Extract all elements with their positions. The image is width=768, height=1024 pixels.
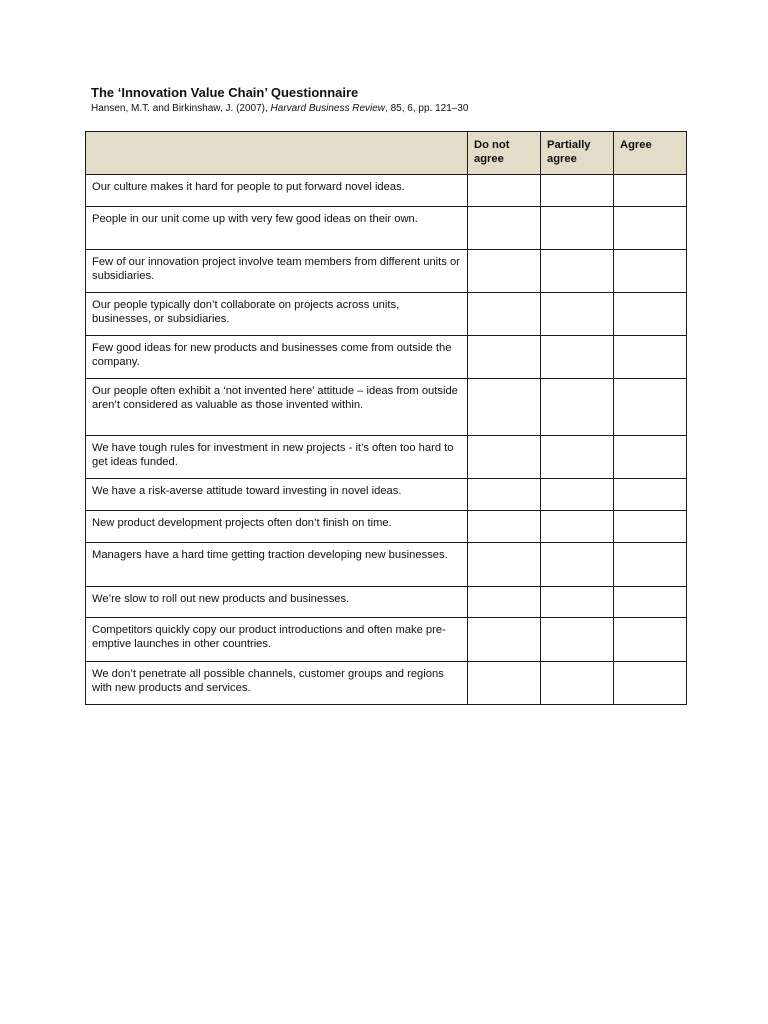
- answer-cell-agree[interactable]: [614, 587, 687, 618]
- answer-cell-partially-agree[interactable]: [541, 511, 614, 543]
- answer-cell-agree[interactable]: [614, 511, 687, 543]
- statement-cell: New product development projects often don’t finish on time.: [86, 511, 468, 543]
- header-partially-agree: Partially agree: [541, 132, 614, 175]
- statement-cell: Our people often exhibit a ‘not invented here’ attitude – ideas from outside aren’t considered as valuable as those invented within.: [86, 379, 468, 436]
- table-row: [86, 207, 687, 250]
- answer-cell-partially-agree[interactable]: [541, 336, 614, 379]
- answer-cell-agree[interactable]: [614, 207, 687, 250]
- answer-cell-agree[interactable]: [614, 618, 687, 662]
- answer-cell-agree[interactable]: [614, 293, 687, 336]
- citation-journal: Harvard Business Review: [270, 103, 386, 114]
- statement-cell: Our people typically don’t collaborate on projects across units, businesses, or subsidiaries.: [86, 293, 468, 336]
- answer-cell-agree[interactable]: [614, 336, 687, 379]
- table-row: [86, 662, 687, 705]
- statement-cell: We don’t penetrate all possible channels, customer groups and regions with new products and services.: [86, 662, 468, 705]
- table-row: [86, 436, 687, 479]
- table-row: [86, 511, 687, 543]
- header-statement-cell: [86, 132, 468, 175]
- statement-cell: We have a risk-averse attitude toward investing in novel ideas.: [86, 479, 468, 511]
- statement-cell: We’re slow to roll out new products and businesses.: [86, 587, 468, 618]
- statement-cell: Few good ideas for new products and businesses come from outside the company.: [86, 336, 468, 379]
- questionnaire-table: [85, 131, 687, 705]
- answer-cell-do-not-agree[interactable]: [468, 250, 541, 293]
- answer-cell-do-not-agree[interactable]: [468, 293, 541, 336]
- table-row: [86, 543, 687, 587]
- header-row: [86, 132, 687, 175]
- citation: [91, 102, 468, 115]
- answer-cell-partially-agree[interactable]: [541, 618, 614, 662]
- citation-details: , 85, 6, pp. 121–30: [385, 103, 469, 114]
- answer-cell-do-not-agree[interactable]: [468, 207, 541, 250]
- statement-cell: Our culture makes it hard for people to put forward novel ideas.: [86, 175, 468, 207]
- answer-cell-partially-agree[interactable]: [541, 379, 614, 436]
- answer-cell-agree[interactable]: [614, 543, 687, 587]
- answer-cell-partially-agree[interactable]: [541, 250, 614, 293]
- table-row: [86, 250, 687, 293]
- table-row: [86, 379, 687, 436]
- answer-cell-partially-agree[interactable]: [541, 587, 614, 618]
- header-agree: Agree: [614, 132, 687, 175]
- document-title: The ‘Innovation Value Chain’ Questionnaire: [91, 85, 359, 100]
- header-do-not-agree: Do not agree: [468, 132, 541, 175]
- statement-cell: Competitors quickly copy our product introductions and often make pre-emptive launches in other countries.: [86, 618, 468, 662]
- answer-cell-agree[interactable]: [614, 250, 687, 293]
- answer-cell-agree[interactable]: [614, 479, 687, 511]
- statement-cell: People in our unit come up with very few good ideas on their own.: [86, 207, 468, 250]
- answer-cell-do-not-agree[interactable]: [468, 543, 541, 587]
- answer-cell-do-not-agree[interactable]: [468, 336, 541, 379]
- table-row: [86, 618, 687, 662]
- answer-cell-partially-agree[interactable]: [541, 662, 614, 705]
- answer-cell-agree[interactable]: [614, 662, 687, 705]
- answer-cell-agree[interactable]: [614, 175, 687, 207]
- answer-cell-do-not-agree[interactable]: [468, 662, 541, 705]
- answer-cell-partially-agree[interactable]: [541, 207, 614, 250]
- citation-authors: Hansen, M.T. and Birkinshaw, J. (2007),: [91, 103, 268, 114]
- answer-cell-partially-agree[interactable]: [541, 175, 614, 207]
- answer-cell-partially-agree[interactable]: [541, 436, 614, 479]
- answer-cell-partially-agree[interactable]: [541, 479, 614, 511]
- statement-cell: We have tough rules for investment in new projects - it’s often too hard to get ideas funded.: [86, 436, 468, 479]
- statement-cell: Few of our innovation project involve team members from different units or subsidiaries.: [86, 250, 468, 293]
- answer-cell-agree[interactable]: [614, 379, 687, 436]
- table-row: [86, 479, 687, 511]
- answer-cell-do-not-agree[interactable]: [468, 511, 541, 543]
- statement-cell: Managers have a hard time getting traction developing new businesses.: [86, 543, 468, 587]
- answer-cell-do-not-agree[interactable]: [468, 618, 541, 662]
- answer-cell-agree[interactable]: [614, 436, 687, 479]
- answer-cell-partially-agree[interactable]: [541, 543, 614, 587]
- answer-cell-do-not-agree[interactable]: [468, 479, 541, 511]
- answer-cell-partially-agree[interactable]: [541, 293, 614, 336]
- answer-cell-do-not-agree[interactable]: [468, 436, 541, 479]
- table-row: [86, 293, 687, 336]
- answer-cell-do-not-agree[interactable]: [468, 175, 541, 207]
- table-row: [86, 587, 687, 618]
- table-row: [86, 336, 687, 379]
- answer-cell-do-not-agree[interactable]: [468, 379, 541, 436]
- table-row: [86, 175, 687, 207]
- answer-cell-do-not-agree[interactable]: [468, 587, 541, 618]
